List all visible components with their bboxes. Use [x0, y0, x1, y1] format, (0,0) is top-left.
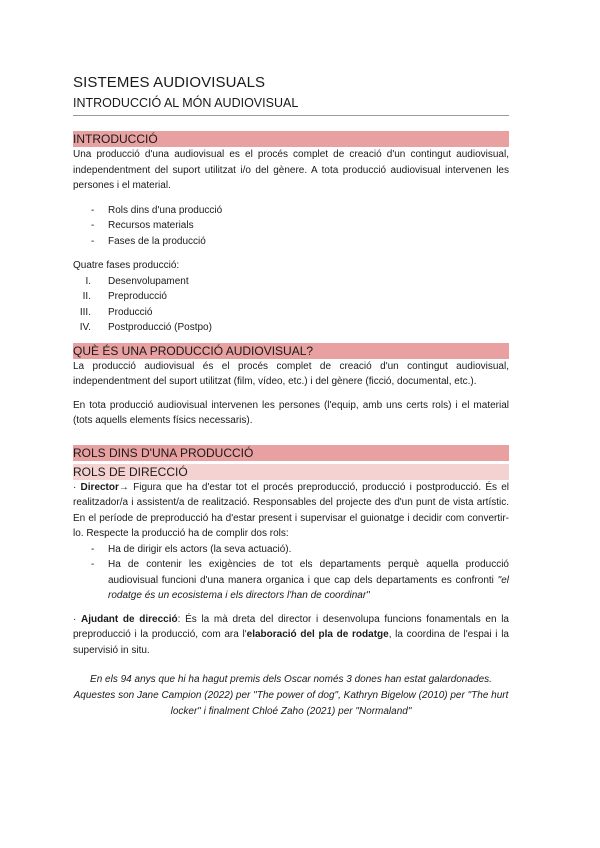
- list-item: IV. Postproducció (Postpo): [79, 322, 212, 333]
- document-page: [73, 74, 509, 720]
- director-quote: "el rodatge és un ecosistema i els directors l'han de coordinar": [108, 574, 509, 601]
- intro-bullet-list: [73, 203, 509, 250]
- intro-paragraph: Una producció d'una audiovisual es el procés complet de creació d'un contingut audiovisual, independentment del suport utilitzat i/o del gènere. A tota producció audiovisual intervenen les persones i el material.: [73, 149, 509, 191]
- assistant-bold-task: elaboració del pla de rodatge: [246, 629, 389, 640]
- list-item: - Rols dins d'una producció: [73, 203, 509, 219]
- list-item: - Recursos materials: [73, 218, 509, 234]
- list-item: I. Desenvolupament: [85, 275, 189, 287]
- director-roles-list: [73, 542, 509, 604]
- phases-label: Quatre fases producció:: [73, 260, 180, 271]
- assistant-paragraph: · Ajudant de direcció: És la mà dreta del director i desenvolupa funcions fonamentals en la preproducció i la producció, com ara l'elaboració del pla de rodatge, la coordina de l'espai i la supervisió in situ.: [73, 613, 509, 656]
- document-subtitle: INTRODUCCIÓ AL MÓN AUDIOVISUAL: [73, 96, 299, 110]
- assistant-term: Ajudant de direcció: [81, 613, 178, 625]
- phases-list: [73, 274, 509, 336]
- section-heading-introduccio: INTRODUCCIÓ: [73, 131, 509, 147]
- header-divider: [73, 115, 509, 116]
- director-paragraph: · Director→ Figura que ha d'estar tot el procés preproducció, producció i postproducció. És el realitzador/a i assistent/a de realització. Responsables del projecte des d'un punt de vista artístic. En el període de preproducció ha d'estar present i supervisar el guionatge i decidir com convertir-lo. Respecte la producció ha de complir dos rols:: [73, 481, 510, 539]
- what-paragraph-1: La producció audiovisual és el procés complet de creació d'un contingut audiovisual, independentment del suport utilitzat (film, vídeo, etc.) i del gènere (ficció, documental, etc.).: [73, 360, 509, 387]
- what-paragraph-2: En tota producció audiovisual intervenen les persones (l'equip, amb uns certs rols) i el material (tots aquells elements físics necessaris).: [73, 399, 509, 426]
- list-item: - Ha de contenir les exigències de tot els departaments perquè aquella producció audiovisual funcioni d'una manera organica i que cap dels departaments es confronti "el rodatge és un ecosistema i els directors l'han de coordinar": [73, 557, 509, 604]
- section-heading-que-es: QUÈ ÉS UNA PRODUCCIÓ AUDIOVISUAL?: [73, 343, 509, 359]
- list-item: III. Producció: [79, 306, 153, 318]
- section-heading-rols: ROLS DINS D'UNA PRODUCCIÓ: [73, 445, 509, 461]
- list-item: II. Preproducció: [82, 291, 167, 302]
- list-item: - Ha de dirigir els actors (la seva actuació).: [73, 542, 509, 558]
- subsection-heading-rols-direccio: ROLS DE DIRECCIÓ: [73, 464, 509, 480]
- list-item: - Fases de la producció: [73, 234, 509, 250]
- director-term: Director: [80, 481, 119, 493]
- oscar-note: En els 94 anys que hi ha hagut premis dels Oscar només 3 dones han estat galardonades. Aquestes son Jane Campion (2022) per "The power of dog", Kathryn Bigelow (2010) per "The hurt locker" i finalment Chloé Zaho (2021) per "Normaland": [73, 674, 509, 717]
- document-title: SISTEMES AUDIOVISUALS: [73, 74, 266, 91]
